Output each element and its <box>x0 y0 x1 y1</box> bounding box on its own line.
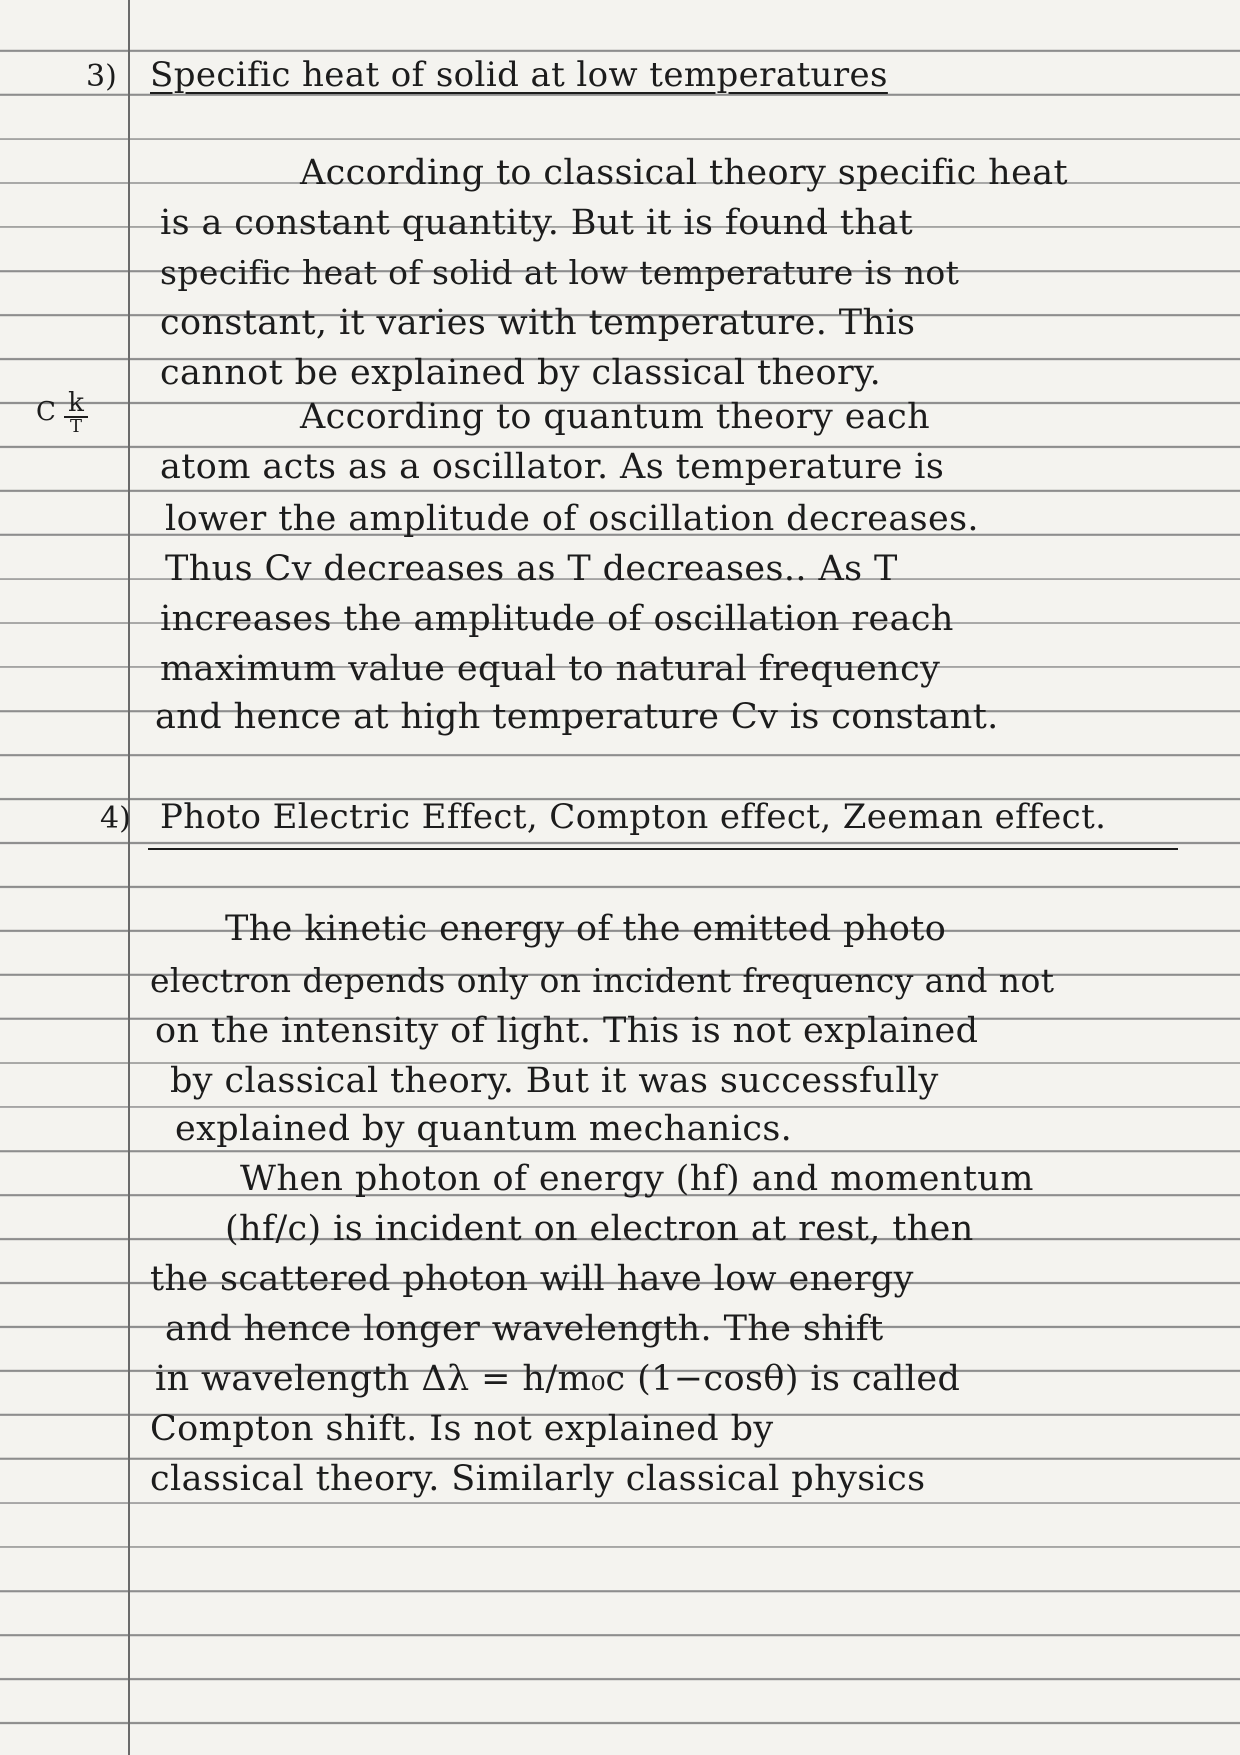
section-3-title: Specific heat of solid at low temperatures <box>150 55 888 95</box>
paragraph-line: constant, it varies with temperature. This <box>160 303 916 343</box>
paragraph-line: According to classical theory specific heat <box>300 153 1068 193</box>
margin-line <box>128 0 130 1755</box>
paragraph-line: The kinetic energy of the emitted photo <box>225 909 947 949</box>
side-note-denominator: T <box>70 416 83 437</box>
paragraph-line: specific heat of solid at low temperature is not <box>160 253 960 292</box>
paragraph-line: maximum value equal to natural frequency <box>160 649 941 689</box>
side-note-formula <box>36 390 116 436</box>
section-4-title: Photo Electric Effect, Compton effect, Zeeman effect. <box>160 797 1107 837</box>
paragraph-line: classical theory. Similarly classical physics <box>150 1459 926 1499</box>
paragraph-line: lower the amplitude of oscillation decreases. <box>165 499 979 539</box>
paragraph-line: Thus Cv decreases as T decreases.. As T <box>165 549 898 589</box>
side-note-prefix: C <box>36 397 56 427</box>
section-4-underline <box>148 848 1178 850</box>
paragraph-line: cannot be explained by classical theory. <box>160 353 882 393</box>
paragraph-line: the scattered photon will have low energy <box>150 1259 914 1299</box>
paragraph-line: (hf/c) is incident on electron at rest, then <box>225 1209 974 1249</box>
paragraph-line: and hence longer wavelength. The shift <box>165 1309 884 1349</box>
paragraph-line: According to quantum theory each <box>300 397 931 437</box>
paragraph-line: increases the amplitude of oscillation reach <box>160 599 954 639</box>
paragraph-line: in wavelength Δλ = h/m₀c (1−cosθ) is called <box>155 1359 961 1399</box>
paragraph-line: by classical theory. But it was successfully <box>170 1061 939 1101</box>
paragraph-line: When photon of energy (hf) and momentum <box>240 1159 1034 1199</box>
side-note-fraction <box>64 390 88 436</box>
paragraph-line: is a constant quantity. But it is found that <box>160 203 914 243</box>
paragraph-line: explained by quantum mechanics. <box>175 1109 793 1149</box>
paragraph-line: Compton shift. Is not explained by <box>150 1409 774 1449</box>
paragraph-line: and hence at high temperature Cv is constant. <box>155 697 999 737</box>
side-note-numerator: k <box>64 390 88 418</box>
paragraph-line: electron depends only on incident frequency and not <box>150 961 1055 1000</box>
paragraph-line: on the intensity of light. This is not explained <box>155 1011 979 1051</box>
paragraph-line: atom acts as a oscillator. As temperature is <box>160 447 945 487</box>
section-3-number: 3) <box>86 59 117 94</box>
section-4-number: 4) <box>100 801 131 836</box>
